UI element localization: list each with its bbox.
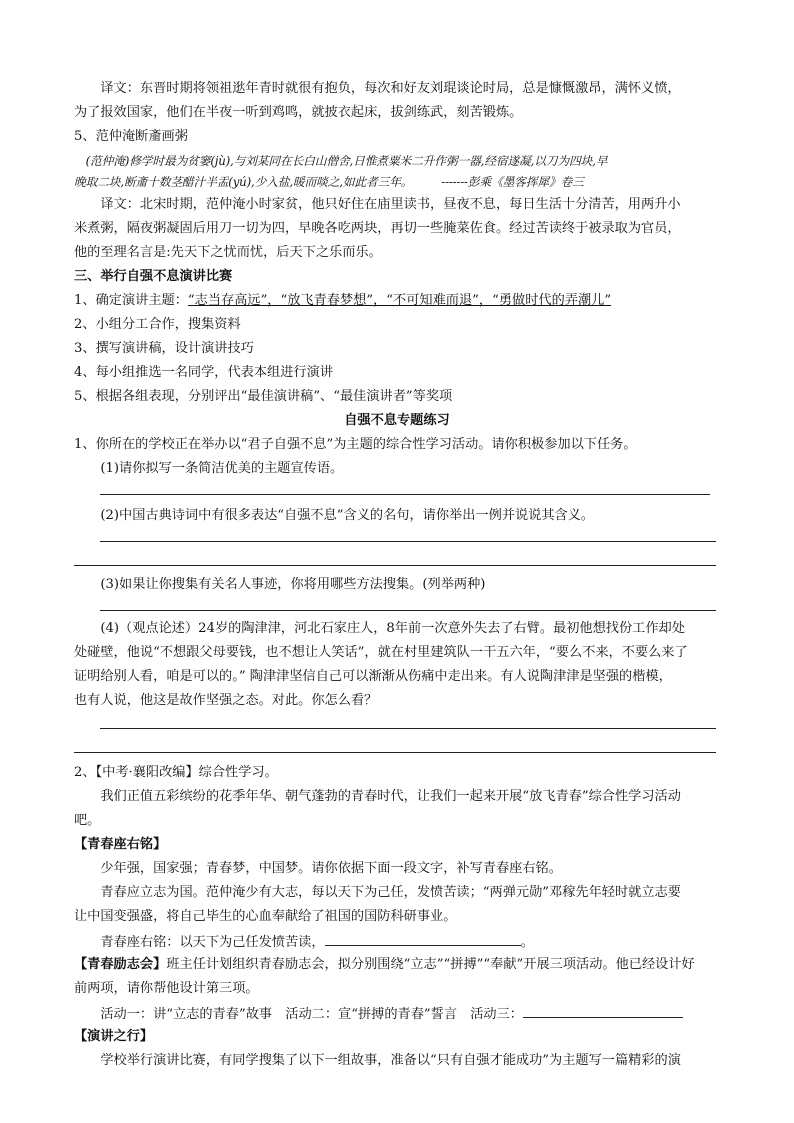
classical-text-line-2: 晚取二块,断齑十数茎醋汁半盂(yú),少入盐,暖而啖之,如此者三年。 -------彭乘《墨客挥犀》卷三 — [74, 175, 584, 189]
motto-header: 【青春座右铭】 — [74, 837, 167, 852]
step1 — [74, 292, 611, 310]
q2-para-line-1: 我们正值五彩缤纷的花季年华、朝气蓬勃的青春时代，让我们一起来开展“放飞青春”综合性学习活动 — [74, 789, 681, 804]
q1-4-line-3: 证明给别人看，咱是可以的。” 陶津津坚信自己可以渐渐从伤痛中走出来。有人说陶津津是坚强的楷模， — [74, 669, 672, 684]
motto-para-line-2: 让中国变强盛，将自己毕生的心血奉献给了祖国的国防科研事业。 — [74, 909, 457, 924]
answer-line-q1-3[interactable] — [100, 610, 716, 611]
encourage-line-2: 前两项，请你帮他设计第三项。 — [74, 981, 259, 996]
practice-title: 自强不息专题练习 — [344, 413, 450, 428]
q2-intro: 2、【中考·襄阳改编】综合性学习。 — [74, 765, 278, 780]
motto-fill-prefix: 青春座右铭：以天下为己任发愤苦读， — [74, 935, 325, 950]
step5: 5、根据各组表现，分别评出“最佳演讲稿”、“最佳演讲者”等奖项 — [74, 389, 453, 404]
encourage-text-1: 班主任计划组织青春励志会，拟分别围绕“立志”“拼搏”“奉献”开展三项活动。他已经设计好 — [166, 957, 695, 972]
answer-line-q1-4a[interactable] — [100, 728, 716, 729]
motto-fill-line — [74, 932, 534, 952]
answer-line-q1-2b[interactable] — [74, 565, 716, 566]
motto-line-1: 少年强，国家强；青春梦，中国梦。请你依据下面一段文字，补写青春座右铭。 — [74, 861, 562, 876]
speech-header: 【演讲之行】 — [74, 1029, 154, 1044]
answer-line-q1-2a[interactable] — [100, 541, 716, 542]
motto-end: 。 — [520, 935, 534, 950]
q1-3: (3)如果让你搜集有关名人事迹，你将用哪些方法搜集。(列举两种) — [74, 577, 486, 592]
translation-zu-line-1: 译文：东晋时期将领祖逖年青时就很有抱负，每次和好友刘琨谈论时局，总是慷慨激昂，满怀义愤， — [74, 81, 681, 96]
step2: 2、小组分工合作，搜集资料 — [74, 317, 241, 332]
q1-4-line-2: 处碰壁，他说“不想跟父母要钱，也不想让人笑话”，就在村里建筑队一干五六年，“要么不来，不要么来了 — [74, 645, 688, 660]
answer-line-q1-1[interactable] — [100, 494, 710, 495]
step4: 4、每小组推选一名同学，代表本组进行演讲 — [74, 365, 333, 380]
motto-blank[interactable] — [325, 932, 521, 946]
speech-text: 学校举行演讲比赛，有同学搜集了以下一组故事，准备以“只有自强才能成功”为主题写一篇精彩的演 — [74, 1053, 681, 1068]
translation-fan-line-3: 他的至理名言是:先天下之忧而忧，后天下之乐而乐。 — [74, 245, 382, 260]
activities-line — [74, 1004, 683, 1024]
item5-title: 5、范仲淹断齑画粥 — [74, 129, 188, 144]
step1-topics: “志当存高远”，“放飞青春梦想”，“不可知难而退”，“勇做时代的弄潮儿” — [187, 293, 612, 308]
encourage-line-1 — [74, 956, 695, 974]
translation-zu-line-2: 为了报效国家，他们在半夜一听到鸡鸣，就披衣起床，拔剑练武，刻苦锻炼。 — [74, 105, 523, 120]
translation-fan-line-1: 译文：北宋时期，范仲淹小时家贫，他只好住在庙里读书，昼夜不息，每日生活十分清苦，用两升小 — [74, 197, 681, 212]
encourage-header: 【青春励志会】 — [74, 957, 167, 972]
step3: 3、撰写演讲稿，设计演讲技巧 — [74, 341, 254, 356]
activity3-blank[interactable] — [523, 1004, 683, 1018]
q1-4-line-1: (4)（观点论述）24岁的陶津津，河北石家庄人，8年前一次意外失去了右臂。最初他想找份工作却处 — [74, 621, 685, 636]
q1-intro: 1、你所在的学校正在举办以“君子自强不息”为主题的综合性学习活动。请你积极参加以下任务。 — [74, 437, 637, 452]
q1-4-line-4: 也有人说，他这是故作坚强之态。对此。你怎么看？ — [74, 693, 378, 708]
section3-title: 三、举行自强不息演讲比赛 — [74, 269, 233, 284]
q2-para-line-2: 吧。 — [74, 813, 101, 828]
q1-1: (1)请你拟写一条简洁优美的主题宣传语。 — [74, 461, 344, 476]
answer-line-q1-4b[interactable] — [74, 752, 716, 753]
step1-prefix: 1、确定演讲主题： — [74, 293, 188, 308]
q1-2: (2)中国古典诗词中有很多表达“自强不息”含义的名句，请你举出一例并说说其含义。 — [74, 508, 595, 523]
classical-text-line-1: (范仲淹)修学时最为贫窭(jù),与刘某同在长白山僧舍,日惟煮粟米二升作粥一器,经宿遂凝,以刀为四块,早 — [74, 154, 608, 168]
translation-fan-line-2: 米煮粥，隔夜粥凝固后用刀一切为四，早晚各吃两块，再切一些腌菜佐食。经过苦读终于被录取为官员， — [74, 221, 681, 236]
activities-text: 活动一：讲“立志的青春”故事 活动二：宣“拼搏的青春”誓言 活动三： — [74, 1007, 523, 1022]
motto-para-line-1: 青春应立志为国。范仲淹少有大志，每以天下为己任，发愤苦读；“两弹元勋”邓稼先年轻时就立志要 — [74, 885, 681, 900]
